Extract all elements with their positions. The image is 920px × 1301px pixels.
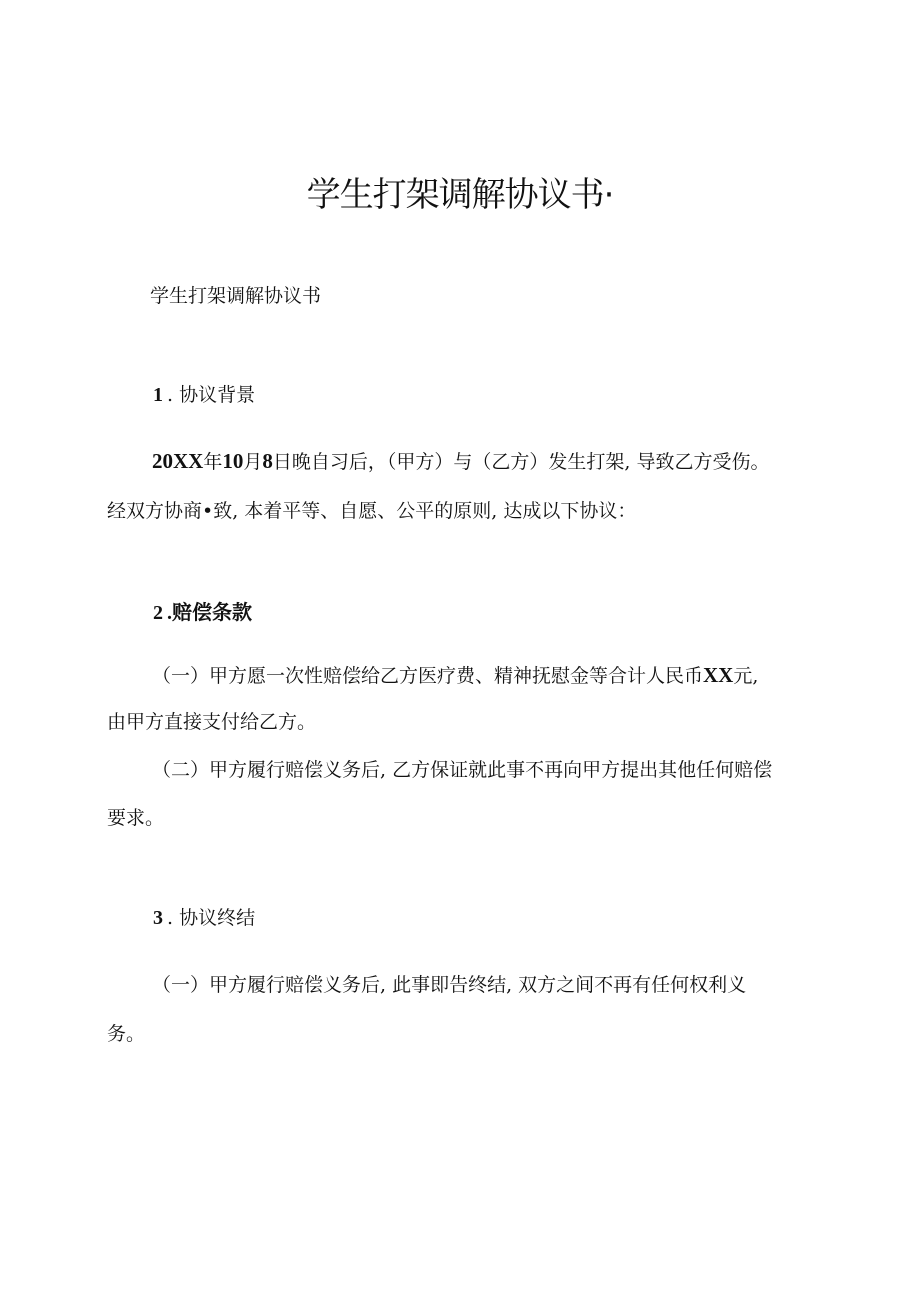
section-1-heading-text: . 协议背景 bbox=[167, 384, 256, 406]
section-3-heading-text: . 协议终结 bbox=[167, 907, 256, 929]
section-1-paragraph-line-2: 经双方协商•致, 本着平等、自愿、公平的原则, 达成以下协议： bbox=[107, 500, 637, 522]
document-title: 学生打架调解协议书· bbox=[306, 175, 614, 215]
date-year: 20XX bbox=[152, 449, 204, 473]
section-2-number: 2 bbox=[153, 602, 163, 624]
section-2-item-1-line-2: 由甲方直接支付给乙方。 bbox=[107, 711, 317, 733]
section-3-heading bbox=[153, 903, 255, 933]
section-1-paragraph-text: 日晚自习后，（甲方）与（乙方）发生打架, 导致乙方受伤。 bbox=[272, 451, 770, 473]
section-3-number: 3 bbox=[153, 907, 163, 929]
section-2-item-1-text: （一）甲方愿一次性赔偿给乙方医疗费、精神抚慰金等合计人民币 bbox=[152, 665, 704, 687]
section-2-item-2-line-2: 要求。 bbox=[107, 807, 165, 829]
date-month-suffix: 月 bbox=[243, 451, 263, 473]
date-month: 10 bbox=[222, 449, 244, 473]
date-day: 8 bbox=[262, 449, 273, 473]
section-1-heading bbox=[153, 380, 255, 410]
section-3-item-1-line-1: （一）甲方履行赔偿义务后, 此事即告终结, 双方之间不再有任何权利义 bbox=[152, 974, 747, 996]
compensation-amount: XX bbox=[703, 663, 734, 687]
section-3-item-1-line-2: 务。 bbox=[107, 1023, 146, 1045]
date-year-suffix: 年 bbox=[203, 451, 223, 473]
section-1-paragraph-line-1 bbox=[152, 446, 769, 477]
section-1-number: 1 bbox=[153, 384, 163, 406]
document-subtitle: 学生打架调解协议书 bbox=[150, 285, 322, 307]
section-2-heading bbox=[153, 598, 252, 628]
section-2-heading-text: .赔偿条款 bbox=[167, 602, 252, 624]
section-2-item-1-line-1 bbox=[152, 660, 758, 691]
section-2-item-2-line-1: （二）甲方履行赔偿义务后, 乙方保证就此事不再向甲方提出其他任何赔偿 bbox=[152, 759, 773, 781]
section-2-item-1-tail: 元, bbox=[733, 665, 759, 687]
